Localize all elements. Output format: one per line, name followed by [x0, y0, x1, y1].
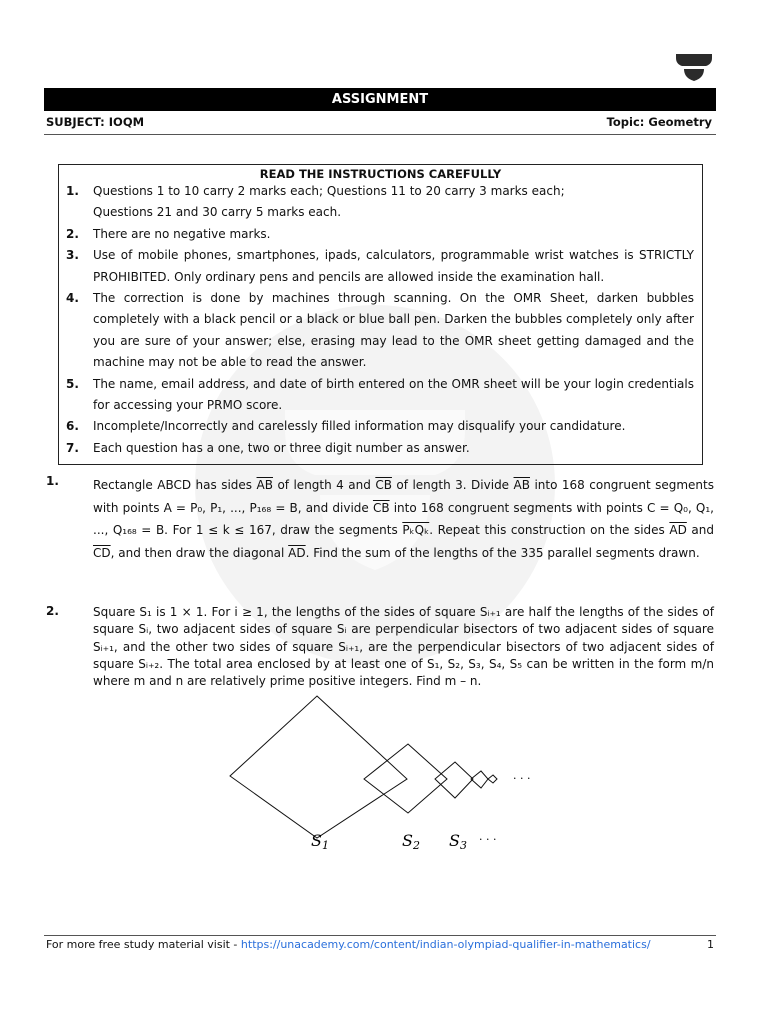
question-2	[46, 604, 714, 690]
q1-text-part: . Repeat this construction on the sides	[429, 523, 670, 537]
label-s2: S2	[402, 831, 420, 852]
footer	[46, 938, 714, 952]
segment-ab: $\overline{AB}$	[513, 478, 530, 492]
label-ellipsis: · · ·	[479, 833, 497, 846]
instruction-item	[59, 288, 702, 374]
instruction-text: The correction is done by machines through scanning. On the OMR Sheet, darken bubbles completely with a black pencil or a black or blue ball pen. Darken the bubbles completely only after you are sure of your answer; else, erasing may lead to the OMR sheet getting damaged and the machine may not be able to read the answer.	[93, 291, 694, 370]
instruction-number: 6.	[66, 419, 79, 434]
label-s1: S1	[311, 831, 329, 852]
instructions-list	[59, 181, 702, 459]
header-divider	[44, 134, 716, 135]
q1-text-part: into 168 congruent segments with points A = P₀, P₁, ..., P₁₆₈ = B, and divide	[93, 478, 714, 515]
question-text: Square S₁ is 1 × 1. For i ≥ 1, the lengths of the sides of square Sᵢ₊₁ are half the lengths of the sides of square Sᵢ, two adjacent sides of square Sᵢ are perpendicular bisectors of two adjacent sides of square Sᵢ₊₁, and the other two sides of square Sᵢ₊₁, are the perpendicular bisectors of two adjacent sides of square Sᵢ₊₂. The total area enclosed by at least one of S₁, S₂, S₃, S₄, S₅ can be written in the form m/n where m and n are relatively prime positive integers. Find m – n.	[93, 605, 714, 689]
segment-ad: $\overline{AD}$	[288, 545, 306, 560]
instruction-text: Questions 1 to 10 carry 2 marks each; Questions 11 to 20 carry 3 marks each;	[93, 184, 565, 198]
instruction-number: 1.	[66, 184, 79, 198]
instruction-item	[59, 181, 702, 224]
footer-divider	[44, 935, 716, 936]
squares-diagram	[225, 693, 545, 853]
square-s3	[435, 762, 473, 798]
instruction-number: 3.	[66, 248, 79, 263]
label-s3: S3	[449, 831, 467, 852]
instructions-box	[58, 164, 703, 465]
q1-text-part: of length 3. Divide	[391, 478, 514, 492]
footer-link[interactable]: https://unacademy.com/content/indian-olympiad-qualifier-in-mathematics/	[240, 938, 651, 951]
instruction-text-line2: Questions 21 and 30 carry 5 marks each.	[93, 205, 342, 220]
instruction-number: 7.	[66, 440, 79, 455]
q1-text-part: . Find the sum of the lengths of the 335 parallel segments drawn.	[305, 545, 700, 560]
segment-cd: $\overline{CD}$	[93, 545, 111, 560]
topic-label: Topic: Geometry	[606, 115, 712, 129]
question-number: 1.	[46, 474, 59, 488]
instructions-title: READ THE INSTRUCTIONS CAREFULLY	[259, 167, 502, 181]
question-1	[46, 474, 714, 564]
instruction-number: 5.	[66, 376, 79, 391]
q1-text-part: , and then draw the diagonal	[110, 545, 289, 560]
square-s2	[364, 744, 447, 813]
instruction-text: The name, email address, and date of birth entered on the OMR sheet will be your login credentials for accessing your PRMO score.	[93, 376, 694, 413]
segment-ad: $\overline{AD}$	[669, 523, 687, 537]
assignment-title: ASSIGNMENT	[331, 92, 429, 107]
instruction-text: Each question has a one, two or three digit number as answer.	[93, 440, 470, 455]
instruction-number: 2.	[66, 226, 79, 241]
segment-cb: $\overline{CB}$	[375, 478, 392, 492]
subject-label: SUBJECT: IOQM	[46, 115, 145, 129]
instruction-item	[59, 438, 702, 459]
instruction-text: Use of mobile phones, smartphones, ipads, calculators, programmable wrist watches is STRICTLY PROHIBITED. Only ordinary pens and pencils are allowed inside the examination hall.	[93, 248, 694, 284]
instruction-item	[59, 416, 702, 437]
segment-pkqk: PₖQₖ	[402, 523, 430, 537]
square-s4	[471, 771, 488, 788]
question-number: 2.	[46, 604, 59, 618]
q1-text-part: of length 4 and	[272, 478, 376, 492]
instruction-item	[59, 245, 702, 288]
segment-ab: $\overline{AB}$	[256, 478, 273, 492]
square-s5	[488, 775, 497, 783]
q1-text-part: Rectangle ABCD has sides	[93, 478, 257, 492]
instruction-item	[59, 224, 702, 245]
question-text	[93, 474, 714, 564]
unacademy-logo-icon	[674, 52, 714, 84]
instruction-item	[59, 374, 702, 417]
instruction-number: 4.	[66, 291, 79, 306]
squares-ellipsis: · · ·	[513, 772, 531, 785]
q1-text-part: and	[686, 523, 714, 537]
instruction-text: Incomplete/Incorrectly and carelessly filled information may disqualify your candidature.	[93, 419, 626, 434]
instruction-text: There are no negative marks.	[93, 226, 271, 241]
q1-text-part: into 168 congruent segments with points C = Q₀, Q₁, ..., Q₁₆₈ = B. For 1 ≤ k ≤ 167, draw the segments	[93, 500, 714, 537]
page-number: 1	[707, 938, 714, 951]
square-s1	[230, 696, 407, 838]
assignment-title-bar	[44, 88, 716, 111]
segment-cb: $\overline{CB}$	[372, 500, 390, 515]
subject-row	[46, 115, 712, 129]
footer-prefix: For more free study material visit -	[46, 938, 241, 951]
